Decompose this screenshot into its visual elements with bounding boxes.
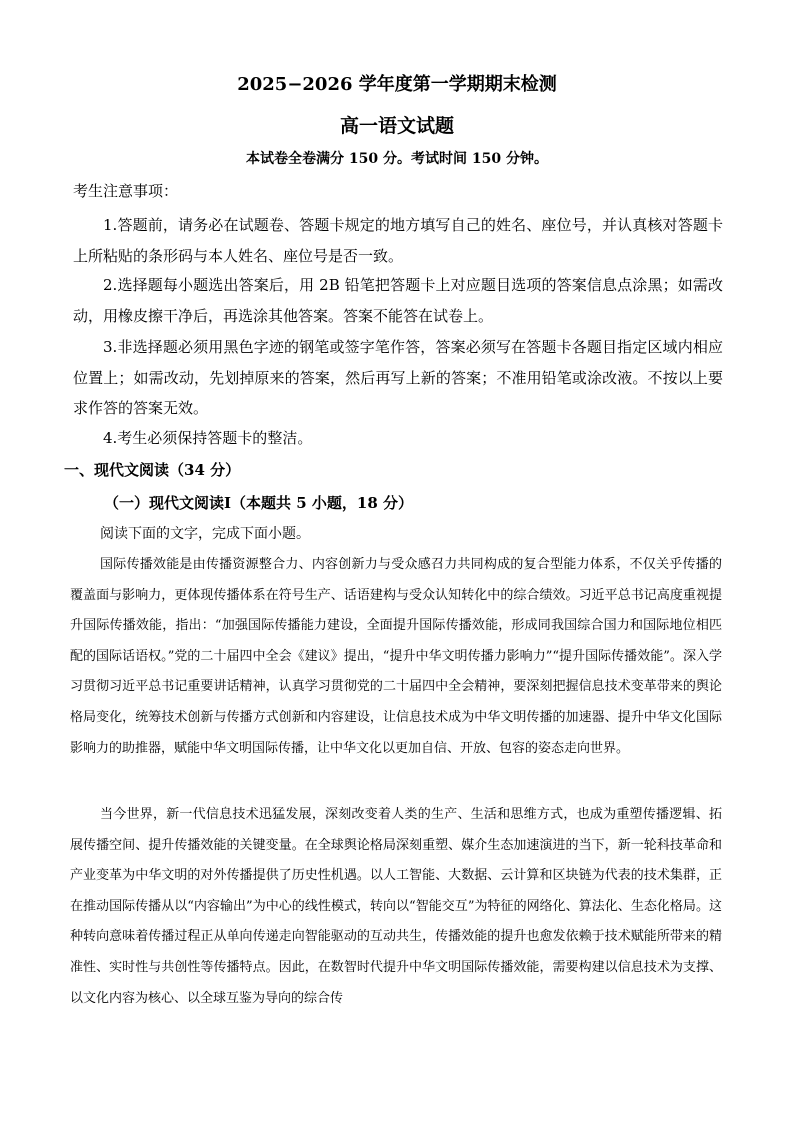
subsection-title: （一）现代文阅读Ⅰ（本题共 5 小题，18 分） [104, 494, 413, 512]
notice-item: 1.答题前，请务必在试题卷、答题卡规定的地方填写自己的姓名、座位号，并认真核对答题卡上所粘贴的条形码与本人姓名、座位号是否一致。 [73, 216, 723, 265]
notice-item: 2.选择题每小题选出答案后，用 2B 铅笔把答题卡上对应题目选项的答案信息点涂黑；如需改动，用橡皮擦干净后，再选涂其他答案。答案不能答在试卷上。 [73, 276, 723, 325]
exam-title: 2025−2026 学年度第一学期期末检测 [237, 74, 557, 95]
section-title: 一、现代文阅读（34 分） [64, 461, 241, 479]
passage-paragraph: 当今世界，新一代信息技术迅猛发展，深刻改变着人类的生产、生活和思维方式，也成为重塑传播逻辑、拓展传播空间、提升传播效能的关键变量。在全球舆论格局深刻重塑、媒介生态加速演进的当下，新一轮科技革命和产业变革为中华文明的对外传播提供了历史性机遇。以人工智能、大数据、云计算和区块链为代表的技术集群，正在推动国际传播从以“内容输出”为中心的线性模式，转向以“智能交互”为特征的网络化、算法化、生态化格局。这种转向意味着传播过程正从单向传递走向智能驱动的互动共生，传播效能的提升也愈发依赖于技术赋能所带来的精准性、实时性与共创性等传播特点。因此，在数智时代提升中华文明国际传播效能，需要构建以信息技术为支撑、以文化内容为核心、以全球互鉴为导向的综合传 [70, 807, 722, 1006]
passage-paragraph: 国际传播效能是由传播资源整合力、内容创新力与受众感召力共同构成的复合型能力体系，不仅关乎传播的覆盖面与影响力，更体现传播体系在符号生产、话语建构与受众认知转化中的综合绩效。习近平总书记高度重视提升国际传播效能，指出：“加强国际传播能力建设，全面提升国际传播效能，形成同我国综合国力和国际地位相匹配的国际话语权。”党的二十届四中全会《建议》提出，“提升中华文明传播力影响力”“提升国际传播效能”。深入学习贯彻习近平总书记重要讲话精神，认真学习贯彻党的二十届四中全会精神，要深刻把握信息技术变革带来的舆论格局变化，统筹技术创新与传播方式创新和内容建设，让信息技术成为中华文明传播的加速器、提升中华文化国际影响力的助推器，赋能中华文明国际传播，让中华文化以更加自信、开放、包容的姿态走向世界。 [70, 557, 722, 756]
score-info: 本试卷全卷满分 150 分。考试时间 150 分钟。 [246, 151, 548, 167]
notice-item: 4.考生必须保持答题卡的整洁。 [103, 429, 313, 447]
notice-item: 3.非选择题必须用黑色字迹的钢笔或签字笔作答，答案必须写在答题卡各题目指定区域内相应位置上；如需改动，先划掉原来的答案，然后再写上新的答案；不准用铅笔或涂改液。不按以上要求作答的答案无效。 [73, 338, 723, 417]
notice-heading: 考生注意事项： [73, 182, 179, 200]
subject-title: 高一语文试题 [339, 115, 454, 137]
reading-instruction: 阅读下面的文字，完成下面小题。 [100, 526, 310, 542]
